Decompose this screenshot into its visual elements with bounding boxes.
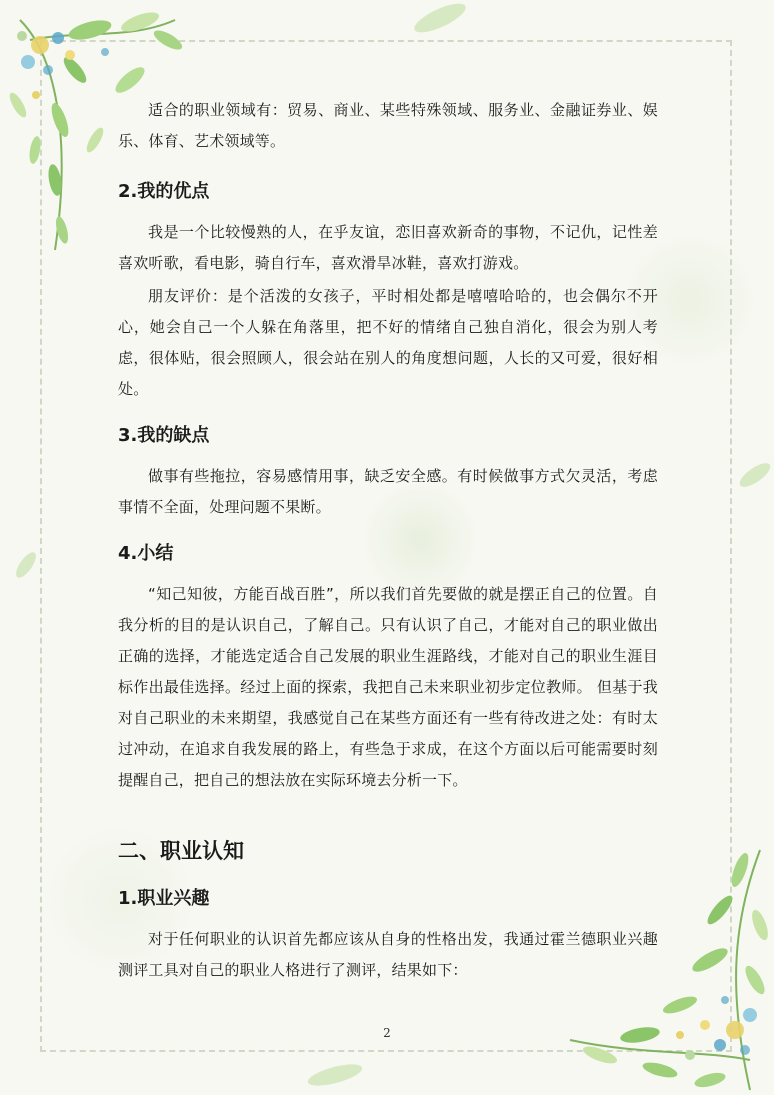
strengths-friends-paragraph: 朋友评价：是个活泼的女孩子，平时相处都是嘻嘻哈哈的，也会偶尔不开心，她会自己一个人躲在角落里，把不好的情绪自己独自消化，很会为别人考虑，很体贴，很会照顾人，很会站在别人的角度想问题，人长的又可爱，很好相处。	[118, 287, 658, 398]
strengths-heading: 2.我的优点	[118, 181, 210, 202]
leaf-icon	[8, 545, 44, 585]
weaknesses-heading: 3.我的缺点	[118, 425, 210, 446]
section-heading-career-cognition: 二、职业认知	[118, 839, 244, 863]
strengths-self-paragraph: 我是一个比较慢熟的人，在乎友谊，恋旧喜欢新奇的事物，不记仇，记性差喜欢听歌，看电影，骑自行车，喜欢滑旱冰鞋，喜欢打游戏。	[118, 223, 658, 272]
summary-heading: 4.小结	[118, 543, 174, 564]
berry-icon	[17, 31, 109, 99]
leaf-icon	[735, 455, 774, 495]
summary-paragraph: “知己知彼，方能百战百胜”，所以我们首先要做的就是摆正自己的位置。自我分析的目的是认识自己，了解自己。只有认识了自己，才能对自己的职业做出正确的选择，才能选定适合自己发展的职业生涯路线，才能对自己的职业生涯目标作出最佳选择。经过上面的探索，我把自己未来职业初步定位教师。 但基于我对自己职业的未来期望，我感觉自己在某些方面还有一些有待改进之处：有时太过冲动，在追求自我发展的路上，有些急于求成，在这个方面以后可能需要时刻提醒自己，把自己的想法放在实际环境去分析一下。	[118, 585, 658, 789]
career-fields-paragraph: 适合的职业领域有：贸易、商业、某些特殊领域、服务业、金融证券业、娱乐、体育、艺术领域等。	[118, 101, 658, 150]
leaf-icon	[300, 1055, 370, 1095]
career-interest-heading: 1.职业兴趣	[118, 888, 210, 909]
career-interest-paragraph: 对于任何职业的认识首先都应该从自身的性格出发，我通过霍兰德职业兴趣测评工具对自己的职业人格进行了测评，结果如下：	[118, 930, 658, 979]
weaknesses-paragraph: 做事有些拖拉，容易感情用事，缺乏安全感。有时候做事方式欠灵活，考虑事情不全面，处理问题不果断。	[118, 467, 658, 516]
leaf-icon	[405, 0, 475, 40]
page-content	[118, 95, 658, 986]
page-number: 2	[383, 1026, 391, 1040]
